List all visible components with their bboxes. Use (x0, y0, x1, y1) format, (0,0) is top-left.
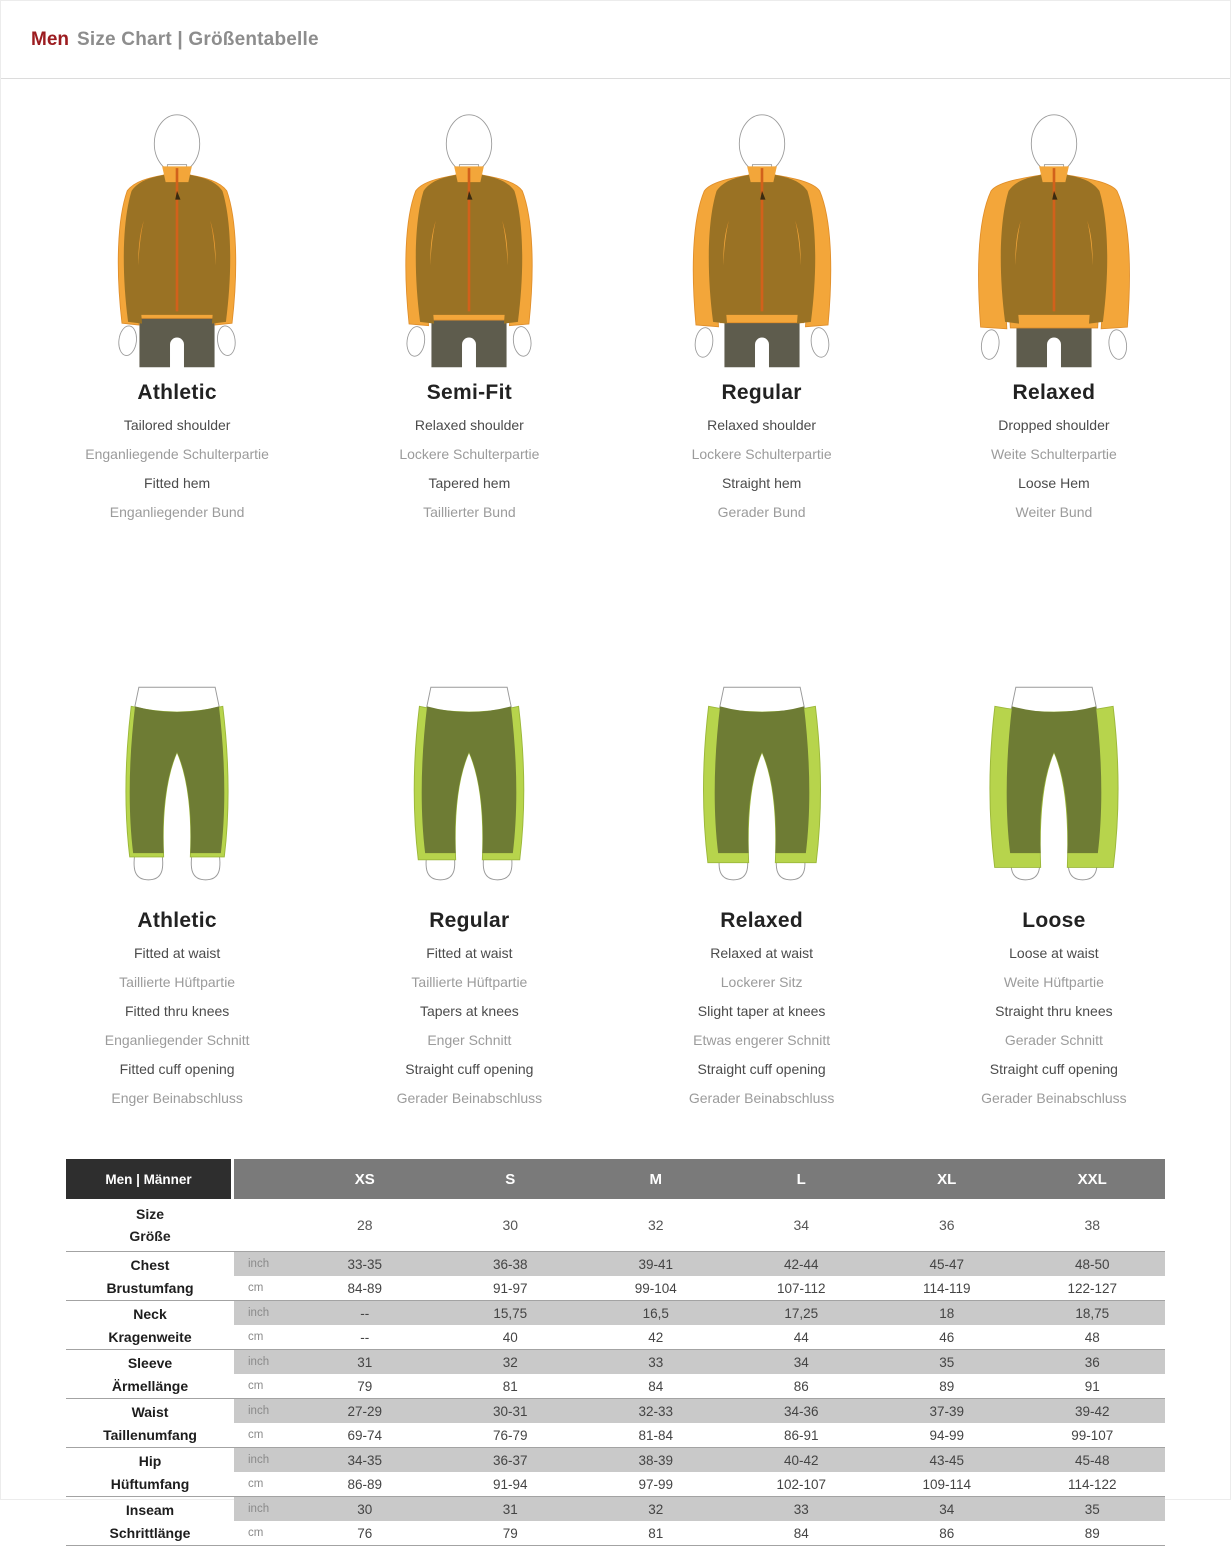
row-label-de: Kragenweite (108, 1328, 192, 1345)
inch-value-cell: 18,75 (1020, 1301, 1166, 1325)
inch-value-cell: 32-33 (583, 1399, 729, 1423)
cm-value-cell: 76 (357, 1525, 373, 1541)
jackets-fit-card (323, 101, 615, 533)
fit-description-line: Fitted at waist (133, 945, 221, 961)
unit-cm-label: cm (248, 1429, 264, 1441)
size-value-cell: 36 (938, 1217, 955, 1233)
jacket-fits-section (1, 101, 1230, 533)
inch-value-cell: 42-44 (729, 1252, 875, 1276)
inch-value-cell: 37-39 (874, 1399, 1020, 1423)
unit-inch-label: inch (234, 1301, 292, 1325)
fit-description-line: Tapers at knees (419, 1003, 519, 1019)
cm-value-cell: 84-89 (347, 1280, 383, 1296)
cm-value-cell: 99-104 (634, 1280, 677, 1296)
inch-value-cell: 27-29 (292, 1399, 438, 1423)
fit-description-line: Taillierte Hüftpartie (411, 974, 528, 990)
size-value-cell: 30 (502, 1217, 519, 1233)
cm-value-cell: 97-99 (638, 1476, 674, 1492)
cm-value-cell: 46 (939, 1329, 955, 1345)
cm-value-cell: 42 (648, 1329, 664, 1345)
pants-fit-card (31, 609, 323, 1119)
fit-description-line: Gerader Beinabschluss (396, 1090, 543, 1106)
inch-value-cell: 30 (292, 1497, 438, 1521)
cm-value-cell: 94-99 (929, 1427, 965, 1443)
unit-cm-label: cm (248, 1478, 264, 1490)
pants-fit-figure-icon (657, 611, 867, 897)
fit-description-line: Gerader Beinabschluss (981, 1090, 1127, 1106)
cm-value-cell: 89 (939, 1378, 955, 1394)
cm-value-cell: 84 (793, 1525, 809, 1541)
row-label (66, 1497, 234, 1545)
inch-value-cell: 40-42 (729, 1448, 875, 1472)
inch-value-cell: 16,5 (583, 1301, 729, 1325)
fit-description-line: Weite Hüftpartie (1003, 974, 1104, 990)
cm-value-cell: 86 (939, 1525, 955, 1541)
pants-fit-figure-icon (364, 611, 574, 897)
row-label-en: Neck (133, 1305, 167, 1322)
table-row-neck (66, 1301, 1165, 1350)
inch-value-cell: 38-39 (583, 1448, 729, 1472)
row-label-de: Brustumfang (106, 1279, 194, 1296)
inch-value-cell: 18 (874, 1301, 1020, 1325)
inch-value-cell: 45-48 (1020, 1448, 1166, 1472)
pants-figure (616, 609, 908, 897)
jackets-figure (908, 101, 1200, 369)
cm-value-cell: 79 (502, 1525, 518, 1541)
cm-value-cell: 40 (502, 1329, 518, 1345)
size-value-cell: 32 (647, 1217, 664, 1233)
unit-inch-label: inch (234, 1497, 292, 1521)
row-label (66, 1252, 234, 1300)
inch-value-cell: 36-38 (438, 1252, 584, 1276)
jackets-figure (616, 101, 908, 369)
inch-value-cell: -- (292, 1301, 438, 1325)
row-label-en: Waist (131, 1403, 169, 1420)
inch-value-cell: 17,25 (729, 1301, 875, 1325)
inch-value-cell: 43-45 (874, 1448, 1020, 1472)
table-row-chest (66, 1252, 1165, 1301)
table-row-size (66, 1199, 1165, 1252)
row-label (66, 1448, 234, 1496)
jackets-figure (323, 101, 615, 369)
cm-value-cell: 114-119 (922, 1280, 971, 1296)
cm-value-cell: 79 (357, 1378, 373, 1394)
fit-description-line: Relaxed shoulder (707, 417, 817, 433)
cm-value-cell: 102-107 (776, 1476, 827, 1492)
cm-value-cell: 91 (1084, 1378, 1100, 1394)
fit-description-line: Lockerer Sitz (720, 974, 803, 990)
inch-value-cell: 30-31 (438, 1399, 584, 1423)
fit-description-line: Gerader Schnitt (1004, 1032, 1103, 1048)
table-row-sleeve (66, 1350, 1165, 1399)
pants-figure (31, 609, 323, 897)
cm-value-cell: 84 (648, 1378, 664, 1394)
unit-inch-label: inch (234, 1399, 292, 1423)
fit-name: Athletic (137, 381, 217, 404)
cm-value-cell: 91-97 (492, 1280, 528, 1296)
row-label-de: Hüftumfang (110, 1475, 190, 1492)
cm-value-cell: 91-94 (492, 1476, 528, 1492)
unit-cell (234, 1203, 292, 1247)
pants-figure (908, 609, 1200, 897)
fit-description-line: Fitted cuff opening (119, 1061, 235, 1077)
jacket-fit-figure-icon (356, 107, 582, 369)
fit-description-line: Etwas engerer Schnitt (693, 1032, 831, 1048)
size-column-header: XS (292, 1159, 438, 1199)
size-column-header: S (438, 1159, 584, 1199)
jackets-fit-card (31, 101, 323, 533)
cm-value-cell: 89 (1084, 1525, 1100, 1541)
row-label-en: Chest (130, 1256, 170, 1273)
fit-description-line: Loose at waist (1009, 945, 1099, 961)
jackets-fit-card (908, 101, 1200, 533)
fit-description-line: Relaxed at waist (710, 945, 813, 961)
fit-description-line: Enger Schnitt (427, 1032, 512, 1048)
size-column-header: XXL (1020, 1159, 1166, 1199)
fit-name: Regular (721, 381, 802, 404)
size-value-cell: 34 (793, 1217, 810, 1233)
table-header-row (66, 1159, 1165, 1199)
table-row-waist (66, 1399, 1165, 1448)
fit-description-line: Lockere Schulterpartie (399, 446, 540, 462)
inch-value-cell: 33 (729, 1497, 875, 1521)
unit-cm-label: cm (248, 1527, 264, 1539)
row-label (66, 1399, 234, 1447)
row-label (66, 1350, 234, 1398)
fit-description-line: Straight cuff opening (405, 1061, 534, 1077)
inch-value-cell: 33-35 (292, 1252, 438, 1276)
fit-description-line: Taillierte Hüftpartie (119, 974, 236, 990)
fit-name: Loose (1022, 909, 1086, 932)
cm-value-cell: 107-112 (776, 1280, 826, 1296)
cm-value-cell: 114-122 (1067, 1476, 1117, 1492)
page-header (1, 1, 1230, 79)
inch-value-cell: 33 (583, 1350, 729, 1374)
gender-label: Men (31, 28, 69, 50)
unit-inch-label: inch (234, 1252, 292, 1276)
size-column-header: XL (874, 1159, 1020, 1199)
unit-cm-label: cm (248, 1282, 264, 1294)
row-label (66, 1203, 234, 1247)
inch-value-cell: 34 (729, 1350, 875, 1374)
inch-value-cell: 32 (438, 1350, 584, 1374)
jackets-figure (31, 101, 323, 369)
size-column-header: M (583, 1159, 729, 1199)
inch-value-cell: 45-47 (874, 1252, 1020, 1276)
fit-description-line: Fitted thru knees (124, 1003, 230, 1019)
jacket-fit-figure-icon (649, 107, 875, 369)
cm-value-cell: 81 (648, 1525, 664, 1541)
fit-description-line: Enganliegende Schulterpartie (85, 446, 269, 462)
row-label-en: Size (135, 1206, 164, 1222)
jacket-fit-figure-icon (941, 107, 1167, 369)
inch-value-cell: 35 (1020, 1497, 1166, 1521)
unit-inch-label: inch (234, 1350, 292, 1374)
fit-description-line: Straight cuff opening (697, 1061, 826, 1077)
inch-value-cell: 48-50 (1020, 1252, 1166, 1276)
table-unit-header (234, 1159, 292, 1199)
fit-description-line: Gerader Bund (717, 504, 806, 520)
pants-fit-figure-icon (949, 611, 1159, 897)
row-label-en: Sleeve (127, 1354, 173, 1371)
fit-description-line: Straight hem (721, 475, 802, 491)
row-label-en: Inseam (125, 1501, 175, 1518)
inch-value-cell: 31 (292, 1350, 438, 1374)
row-label-de: Größe (129, 1228, 171, 1244)
fit-description-line: Dropped shoulder (998, 417, 1110, 433)
fit-description-line: Loose Hem (1018, 475, 1090, 491)
table-corner-cell: Men | Männer (66, 1159, 234, 1199)
cm-value-cell: 122-127 (1067, 1280, 1118, 1296)
pants-fit-figure-icon (72, 611, 282, 897)
cm-value-cell: 44 (793, 1329, 809, 1345)
row-label (66, 1301, 234, 1349)
fit-name: Relaxed (720, 909, 803, 932)
inch-value-cell: 31 (438, 1497, 584, 1521)
inch-value-cell: 36 (1020, 1350, 1166, 1374)
size-column-header: L (729, 1159, 875, 1199)
inch-value-cell: 34 (874, 1497, 1020, 1521)
size-value-cell: 38 (1084, 1217, 1101, 1233)
fit-name: Semi-Fit (426, 381, 512, 404)
fit-description-line: Lockere Schulterpartie (691, 446, 832, 462)
cm-value-cell: 109-114 (922, 1476, 972, 1492)
fit-description-line: Weiter Bund (1015, 504, 1093, 520)
inch-value-cell: 32 (583, 1497, 729, 1521)
fit-description-line: Taillierter Bund (423, 504, 516, 520)
jackets-fit-card (616, 101, 908, 533)
row-label-en: Hip (138, 1452, 162, 1469)
cm-value-cell: 76-79 (492, 1427, 528, 1443)
fit-description-line: Slight taper at knees (697, 1003, 826, 1019)
row-label-de: Taillenumfang (103, 1426, 197, 1443)
fit-description-line: Enganliegender Schnitt (104, 1032, 250, 1048)
cm-value-cell: 81 (502, 1378, 518, 1394)
fit-name: Regular (429, 909, 510, 932)
fit-description-line: Gerader Beinabschluss (688, 1090, 835, 1106)
cm-value-cell: 86-89 (347, 1476, 383, 1492)
fit-description-line: Tapered hem (428, 475, 511, 491)
pants-fit-card (616, 609, 908, 1119)
row-label-de: Schrittlänge (109, 1524, 191, 1541)
cm-value-cell: 99-107 (1071, 1427, 1114, 1443)
fit-description-line: Tailored shoulder (123, 417, 231, 433)
unit-cm-label: cm (248, 1331, 264, 1343)
fit-description-line: Straight thru knees (995, 1003, 1113, 1019)
inch-value-cell: 39-41 (583, 1252, 729, 1276)
unit-inch-label: inch (234, 1448, 292, 1472)
cm-value-cell: 86 (793, 1378, 809, 1394)
inch-value-cell: 34-36 (729, 1399, 875, 1423)
row-label-de: Ärmellänge (111, 1377, 189, 1394)
table-row-hip (66, 1448, 1165, 1497)
inch-value-cell: 35 (874, 1350, 1020, 1374)
size-value-cell: 28 (356, 1217, 373, 1233)
inch-value-cell: 15,75 (438, 1301, 584, 1325)
fit-description-line: Weite Schulterpartie (990, 446, 1117, 462)
fit-description-line: Enganliegender Bund (109, 504, 245, 520)
fit-name: Athletic (137, 909, 217, 932)
cm-value-cell: -- (360, 1329, 370, 1345)
inch-value-cell: 34-35 (292, 1448, 438, 1472)
fit-description-line: Relaxed shoulder (414, 417, 524, 433)
pants-fit-card (323, 609, 615, 1119)
jacket-fit-figure-icon (64, 107, 290, 369)
pants-fit-card (908, 609, 1200, 1119)
fit-description-line: Straight cuff opening (989, 1061, 1118, 1077)
fit-description-line: Enger Beinabschluss (111, 1090, 243, 1106)
cm-value-cell: 86-91 (783, 1427, 819, 1443)
fit-description-line: Fitted at waist (426, 945, 513, 961)
cm-value-cell: 81-84 (638, 1427, 674, 1443)
unit-cm-label: cm (248, 1380, 264, 1392)
cm-value-cell: 48 (1084, 1329, 1100, 1345)
table-row-inseam (66, 1497, 1165, 1546)
inch-value-cell: 36-37 (438, 1448, 584, 1472)
page-title: Size Chart | Größentabelle (77, 28, 319, 50)
fit-description-line: Fitted hem (144, 475, 211, 491)
pants-fits-section (1, 609, 1230, 1119)
size-table (66, 1159, 1165, 1546)
cm-value-cell: 69-74 (347, 1427, 383, 1443)
pants-figure (323, 609, 615, 897)
fit-name: Relaxed (1012, 381, 1096, 404)
inch-value-cell: 39-42 (1020, 1399, 1166, 1423)
